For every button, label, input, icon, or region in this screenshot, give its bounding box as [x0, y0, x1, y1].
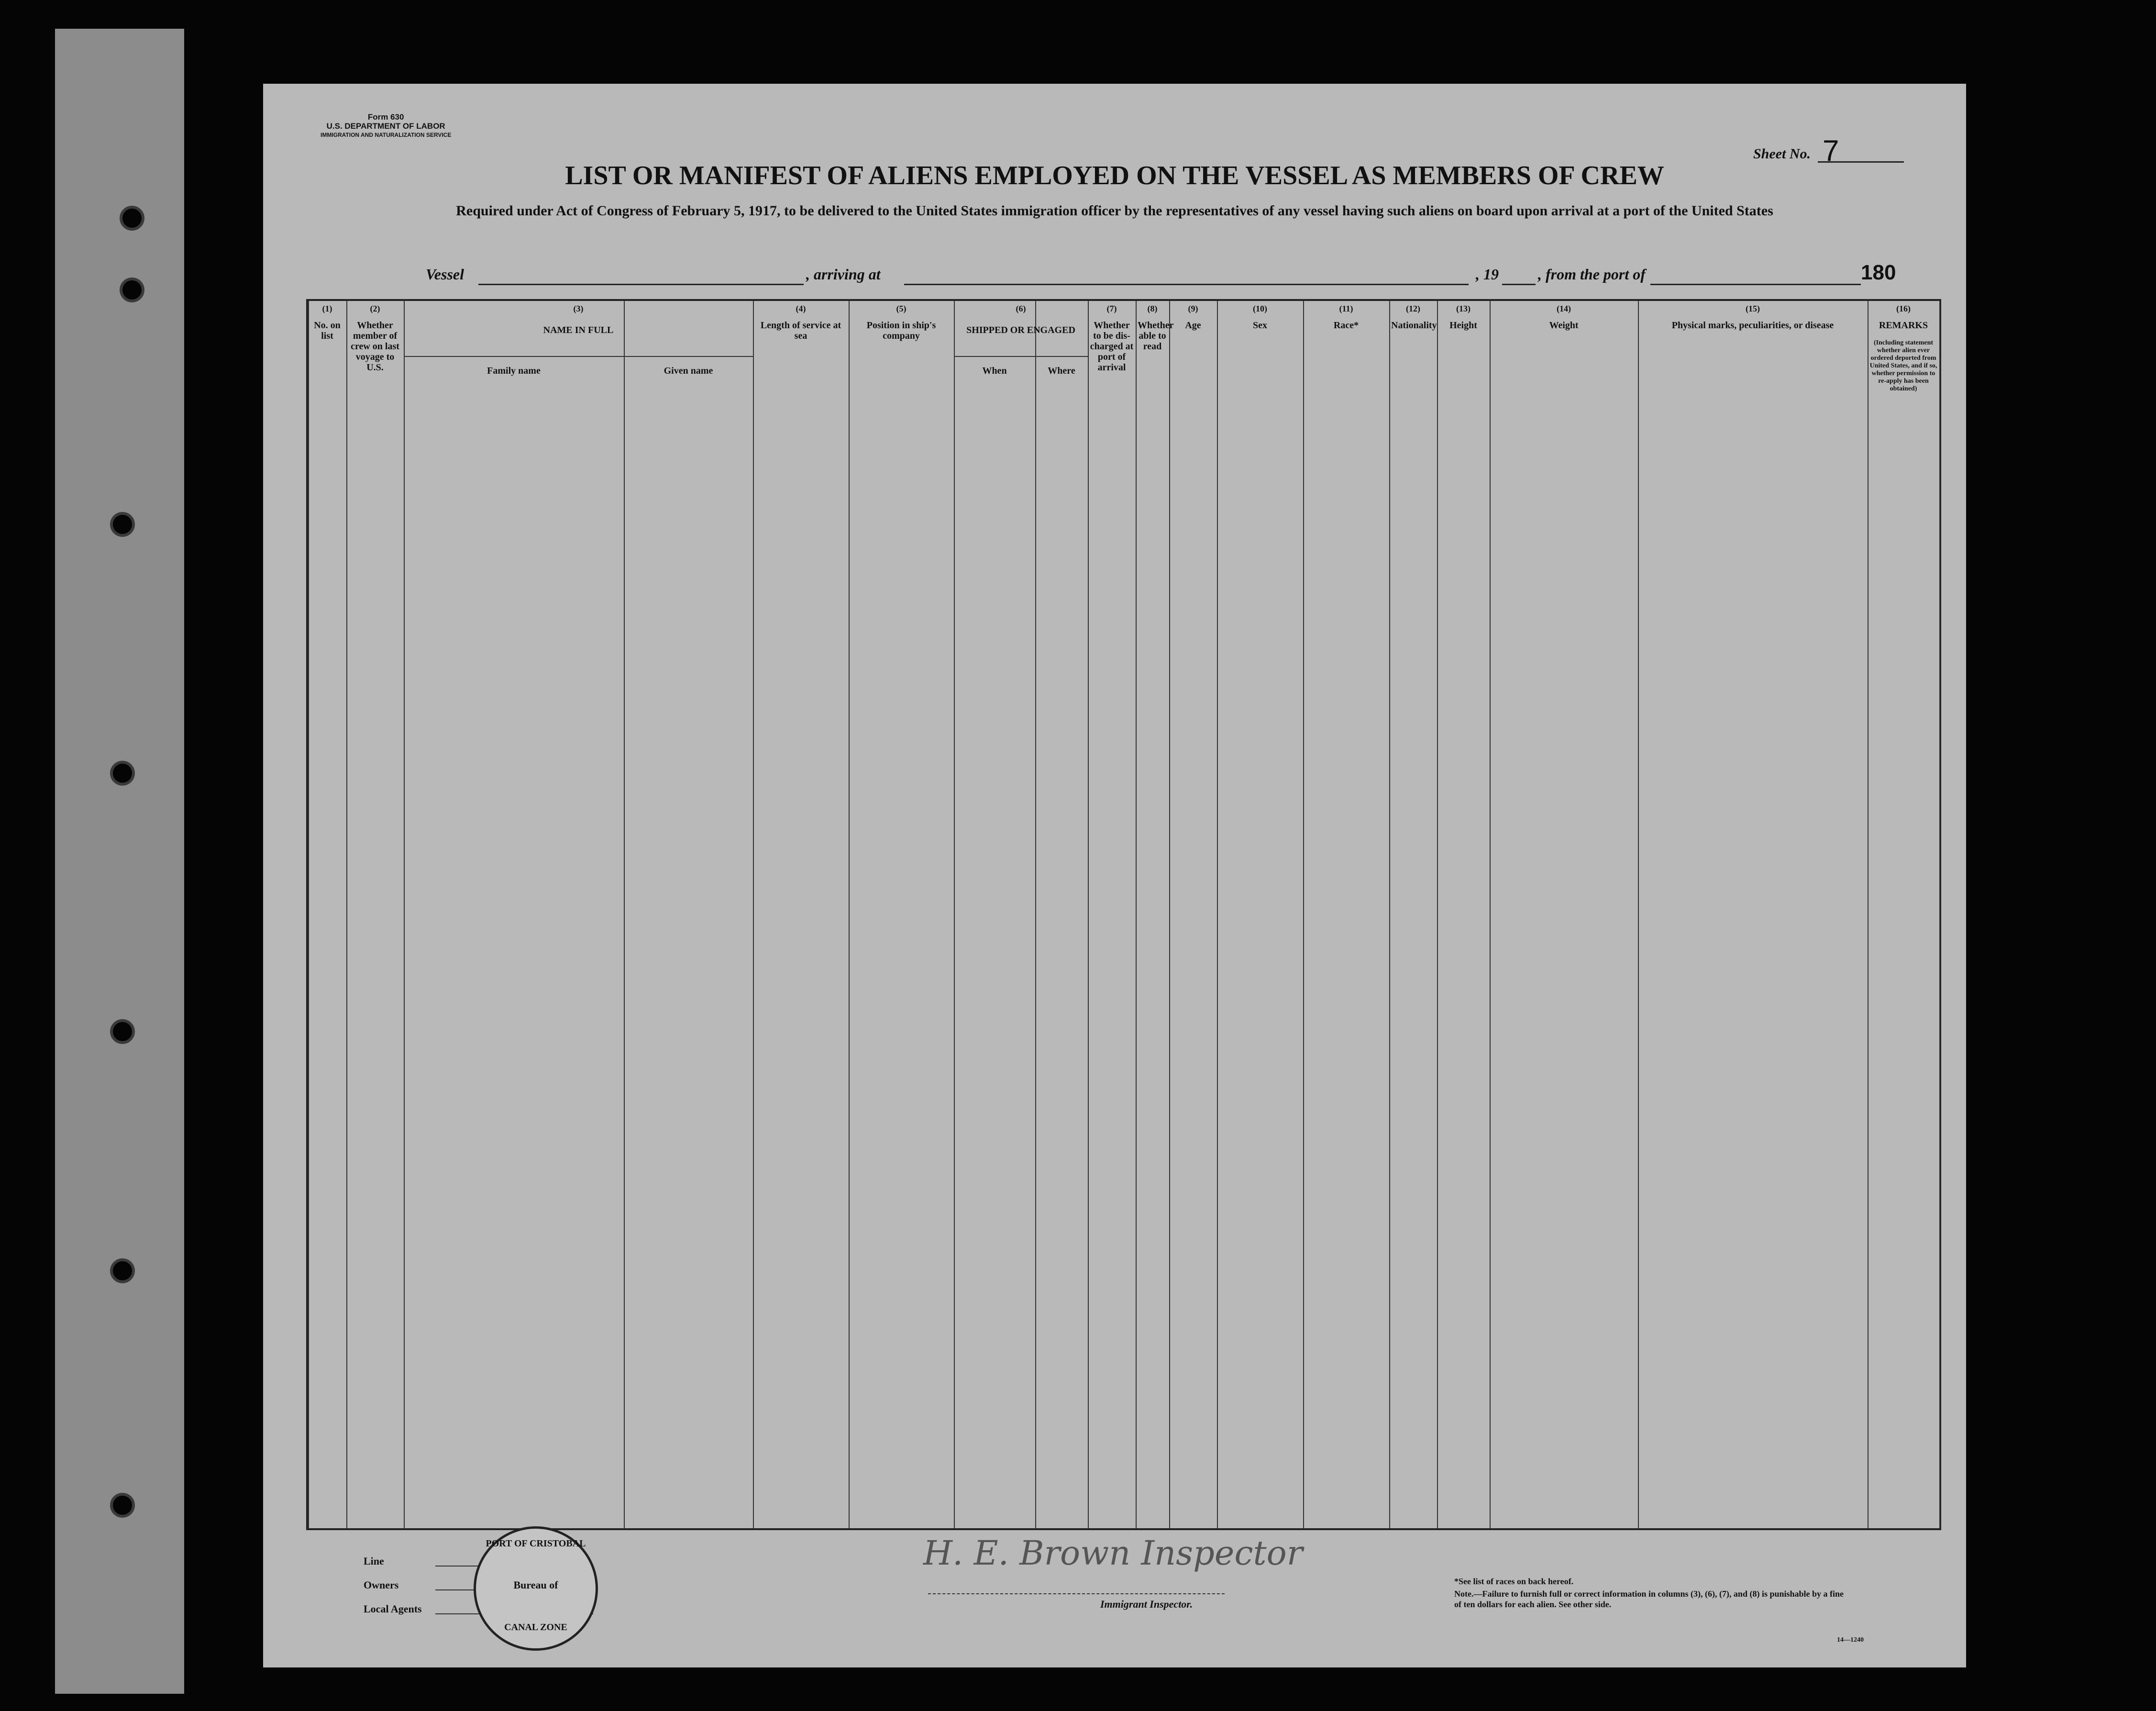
department: U.S. DEPARTMENT OF LABOR — [326, 122, 445, 131]
table-column-rule — [1169, 301, 1170, 1528]
manifest-page — [263, 84, 1966, 1667]
inspector-label: Immigrant Inspector. — [1100, 1598, 1193, 1610]
table-column-rule — [753, 301, 754, 1528]
column-number: (12) — [1406, 304, 1420, 313]
column-number: (2) — [370, 304, 380, 313]
inspector-blank — [928, 1593, 1225, 1594]
column-subheader: When — [982, 366, 1007, 376]
left-film-strip — [55, 29, 184, 1694]
subheader-rule — [954, 356, 1088, 357]
column-note: (Including statement whether alien ever ordered deported from United States, and if so, whether permission to re-apply has been obtained) — [1869, 339, 1937, 392]
table-column-rule — [1035, 301, 1036, 1528]
form-header — [321, 112, 451, 140]
vessel-label: Vessel — [426, 266, 464, 283]
column-header: Whether to be dis-charged at port of arrival — [1090, 320, 1134, 373]
column-number: (14) — [1557, 304, 1571, 313]
punch-hole — [110, 761, 135, 786]
table-column-rule — [1088, 301, 1089, 1528]
column-header: Position in ship's company — [866, 320, 936, 341]
form-number: Form 630 — [367, 112, 404, 122]
column-header: SHIPPED OR ENGAGED — [966, 325, 1075, 335]
column-number: (4) — [796, 304, 806, 313]
column-header: Weight — [1549, 320, 1579, 331]
seal-middle: Bureau of — [513, 1579, 558, 1591]
seal-bottom: CANAL ZONE — [504, 1622, 567, 1633]
table-column-rule — [308, 301, 309, 1528]
table-column-rule — [1638, 301, 1639, 1528]
table-column-rule — [624, 301, 625, 1528]
sheet-label: Sheet No. — [1753, 146, 1811, 162]
table-column-rule — [1389, 301, 1390, 1528]
year-blank — [1502, 284, 1536, 285]
table-column-rule — [1303, 301, 1304, 1528]
column-number: (10) — [1253, 304, 1267, 313]
local-agents-label: Local Agents — [364, 1603, 422, 1615]
punch-hole — [110, 1493, 135, 1518]
owners-label: Owners — [364, 1579, 399, 1591]
inspector-signature: H. E. Brown Inspector — [923, 1533, 1303, 1573]
page-title: LIST OR MANIFEST OF ALIENS EMPLOYED ON THE VESSEL AS MEMBERS OF CREW — [565, 161, 1664, 190]
column-number: (11) — [1339, 304, 1353, 313]
column-header: Physical marks, peculiarities, or disease — [1671, 320, 1834, 331]
column-number: (5) — [896, 304, 907, 313]
port-seal — [474, 1526, 598, 1651]
from-port-label: , from the port of — [1538, 266, 1646, 283]
column-header: Age — [1185, 320, 1201, 331]
page-subtitle: Required under Act of Congress of February 5, 1917, to be delivered to the United States immigration officer by the representatives of any vessel having such aliens on board upon arrival at a port of the United States — [456, 203, 1773, 219]
vessel-blank — [478, 284, 804, 285]
column-number: (9) — [1188, 304, 1198, 313]
table-column-rule — [404, 301, 405, 1528]
table-column-rule — [1490, 301, 1491, 1528]
table-column-rule — [1939, 301, 1940, 1528]
stamp-number: 180 — [1861, 261, 1896, 284]
column-subheader: Where — [1048, 366, 1075, 376]
column-header: Nationality — [1391, 320, 1437, 331]
column-number: (6) — [1016, 304, 1026, 313]
from-port-blank — [1650, 284, 1861, 285]
column-header: REMARKS — [1879, 320, 1928, 331]
table-column-rule — [1868, 301, 1869, 1528]
column-number: (7) — [1106, 304, 1117, 313]
column-header: Whether member of crew on last voyage to U.S. — [351, 320, 399, 373]
column-header: Sex — [1253, 320, 1267, 331]
column-number: (13) — [1456, 304, 1471, 313]
service: IMMIGRATION AND NATURALIZATION SERVICE — [321, 132, 452, 138]
punch-hole — [110, 1258, 135, 1283]
column-number: (15) — [1746, 304, 1760, 313]
column-header: No. on list — [314, 320, 341, 341]
year-label: , 19 — [1476, 266, 1499, 283]
column-subheader: Family name — [487, 366, 541, 376]
fine-note: Note.—Failure to furnish full or correct information in columns (3), (6), (7), and (8) is punishable by a fine of ten dollars for each alien. See other side. — [1454, 1589, 1844, 1609]
column-subheader: Given name — [663, 366, 713, 376]
table-column-rule — [1217, 301, 1218, 1528]
print-code: 14—1240 — [1837, 1636, 1864, 1644]
column-header: Race* — [1333, 320, 1359, 331]
subheader-rule — [404, 356, 753, 357]
seal-top: PORT OF CRISTOBAL — [486, 1538, 586, 1549]
column-header: NAME IN FULL — [543, 325, 614, 335]
races-note: *See list of races on back hereof. — [1454, 1577, 1574, 1586]
column-header: Length of service at sea — [760, 320, 841, 341]
table-column-rule — [346, 301, 347, 1528]
punch-hole — [120, 206, 144, 231]
column-header: Whether able to read — [1138, 320, 1174, 352]
table-column-rule — [1136, 301, 1137, 1528]
sheet-number: 7 — [1823, 134, 1839, 167]
column-number: (1) — [322, 304, 332, 313]
vessel-line — [426, 266, 1957, 294]
punch-hole — [120, 278, 144, 302]
column-number: (3) — [573, 304, 584, 313]
arriving-label: , arriving at — [806, 266, 881, 283]
punch-hole — [110, 512, 135, 537]
column-number: (8) — [1147, 304, 1158, 313]
table-column-rule — [1437, 301, 1438, 1528]
column-header: Height — [1449, 320, 1477, 331]
table-column-rule — [954, 301, 955, 1528]
crew-table — [306, 299, 1941, 1530]
punch-hole — [110, 1019, 135, 1044]
table-column-rule — [849, 301, 850, 1528]
arriving-blank — [904, 284, 1469, 285]
line-label: Line — [364, 1555, 384, 1567]
column-number: (16) — [1896, 304, 1911, 313]
